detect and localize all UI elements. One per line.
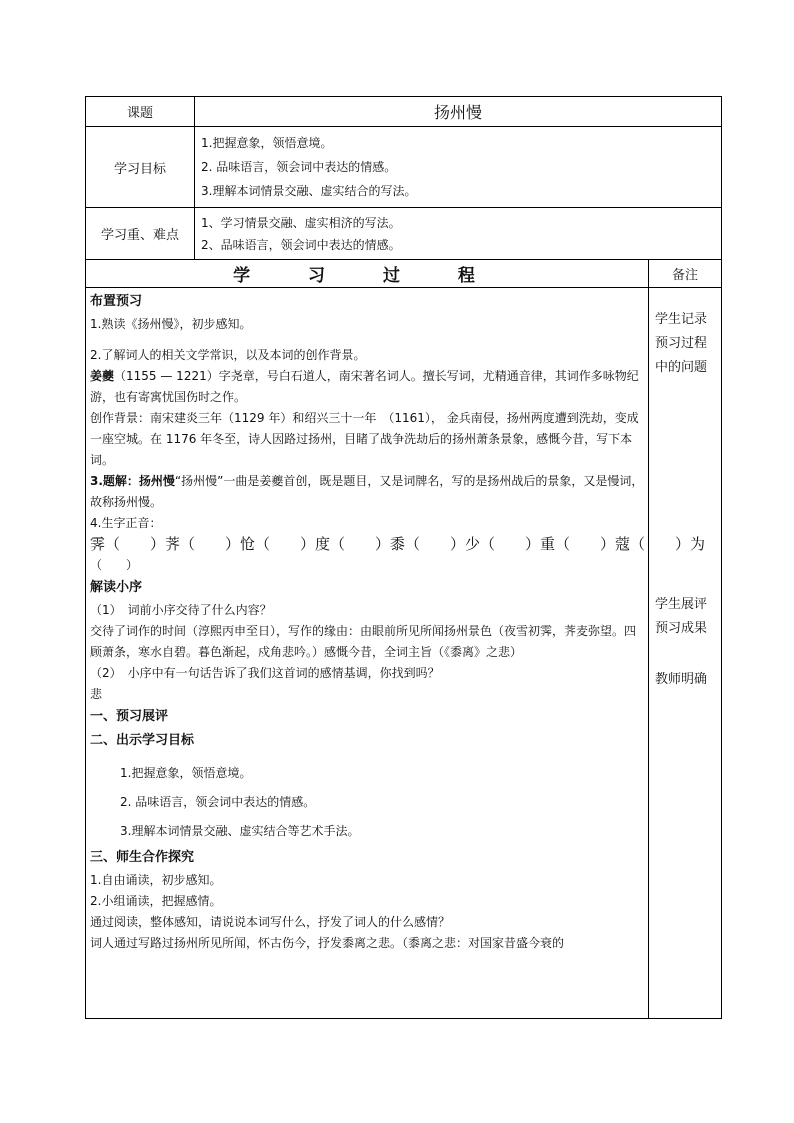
author-intro bbox=[90, 366, 644, 408]
goal-list-item: 1.把握意象，领悟意境。 bbox=[120, 766, 252, 780]
author-name: 姜夔 bbox=[90, 369, 115, 383]
goal-list-item: 3.理解本词情景交融、虚实结合等艺术手法。 bbox=[120, 824, 360, 838]
note-showcase: 学生展评 预习成果 bbox=[655, 597, 708, 636]
topic-row bbox=[86, 97, 722, 127]
goal-list-item: 2. 品味语言，领会词中表达的情感。 bbox=[120, 795, 316, 809]
topic-value: 扬州慢 bbox=[195, 97, 722, 127]
notes-column bbox=[649, 288, 722, 1019]
goal-item: 1.把握意象，领悟意境。 bbox=[201, 136, 333, 150]
preview-title: 布置预习 bbox=[90, 294, 143, 309]
coop-answer: 词人通过写路过扬州所见所闻，怀古伤今，抒发黍离之悲。（黍离之悲：对国家昔盛今衰的 bbox=[90, 936, 565, 950]
section-cooperation: 三、师生合作探究 bbox=[90, 850, 195, 865]
pronounce-line: 霁（ ）荠（ ）怆（ ）度（ ）黍（ ）少（ ）重（ ）蔻（ ）为 bbox=[90, 535, 706, 553]
difficulty-label: 学习重、难点 bbox=[86, 208, 195, 260]
goals-list bbox=[195, 127, 722, 208]
topic-label: 课题 bbox=[86, 97, 195, 127]
goals-label: 学习目标 bbox=[86, 127, 195, 208]
note-teacher: 教师明确 bbox=[655, 672, 708, 687]
coop-item-1: 1.自由诵读，初步感知。 bbox=[90, 873, 222, 887]
title-explain-text: “扬州慢”一曲是姜夔首创，既是题目，又是词牌名，写的是扬州战后的景象，又是慢词，故称扬州慢。 bbox=[90, 474, 644, 509]
lesson-plan-sheet bbox=[85, 96, 721, 1020]
title-explain-label: 3.题解：扬州慢 bbox=[90, 474, 175, 488]
goal-item: 2. 品味语言，领会词中表达的情感。 bbox=[201, 160, 397, 174]
process-body-row bbox=[86, 288, 722, 1019]
goals-row bbox=[86, 127, 722, 208]
preview-item-2: 2.了解词人的相关文学常识，以及本词的创作背景。 bbox=[90, 348, 366, 362]
goal-item: 3.理解本词情景交融、虚实结合的写法。 bbox=[201, 184, 417, 198]
coop-item-2: 2.小组诵读，把握感情。 bbox=[90, 894, 222, 908]
coop-question: 通过阅读，整体感知，请说说本词写什么，抒发了词人的什么感情？ bbox=[90, 915, 451, 929]
answer-2: 悲 bbox=[90, 687, 103, 701]
process-header-row bbox=[86, 260, 722, 288]
pronounce-label: 4.生字正音： bbox=[90, 516, 162, 530]
difficulty-list bbox=[195, 208, 722, 260]
question-2: （2） 小序中有一句话告诉了我们这首词的感情基调，你找到吗？ bbox=[90, 666, 440, 680]
section-preview-review: 一、预习展评 bbox=[90, 709, 169, 724]
process-heading: 学 习 过 程 bbox=[86, 260, 649, 288]
background-text: 创作背景：南宋建炎三年（1129 年）和绍兴三十一年 （1161）， 金兵南侵，扬州两度遭到洗劫，变成一座空城。在 1176 年冬至，诗人因路过扬州，目睹了战争洗劫后的扬州萧条景象，感慨今昔，写下本词。 bbox=[90, 411, 639, 467]
note-record: 学生记录 预习过程 中的问题 bbox=[655, 312, 708, 375]
answer-1: 交待了词作的时间（淳熙丙申至日），写作的缘由：由眼前所见所闻扬州景色（夜雪初霁，荠麦弥望。四顾萧条，寒水自碧。暮色渐起，戍角悲吟。）感慨今昔，全词主旨（《黍离》之悲） bbox=[90, 624, 637, 659]
lesson-plan-table bbox=[85, 96, 722, 1019]
section-goals: 二、出示学习目标 bbox=[90, 733, 195, 748]
question-1: （1） 词前小序交待了什么内容？ bbox=[90, 603, 272, 617]
preview-item-1: 1.熟读《扬州慢》，初步感知。 bbox=[90, 317, 252, 331]
preface-title: 解读小序 bbox=[90, 580, 143, 595]
difficulty-item: 1、学习情景交融、虚实相济的写法。 bbox=[201, 215, 401, 230]
notes-heading: 备注 bbox=[649, 260, 722, 288]
title-explain bbox=[90, 471, 644, 513]
difficulty-item: 2、品味语言，领会词中表达的情感。 bbox=[201, 237, 401, 252]
pronounce-line-2: （ ） bbox=[90, 558, 139, 572]
author-text: （1155 — 1221）字尧章，号白石道人，南宋著名词人。擅长写词，尤精通音律，其词作多咏物纪游，也有寄寓忧国伤时之作。 bbox=[90, 369, 639, 404]
difficulty-row bbox=[86, 208, 722, 260]
